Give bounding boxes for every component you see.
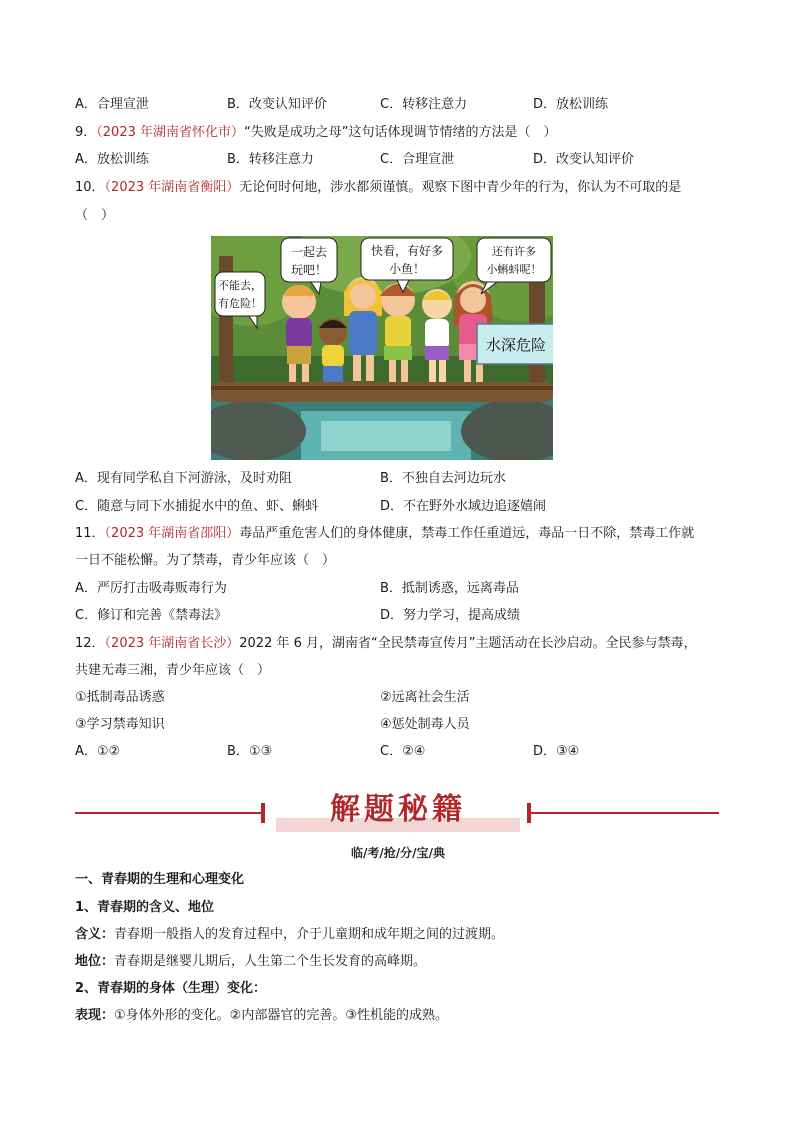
q9-stem-line (75, 124, 556, 142)
danger-sign-text: 水深危险 (485, 336, 547, 354)
q9-option-d: D．改变认知评价 (533, 152, 635, 167)
q12-stem: 2022 年 6 月，湖南省“全民禁毒宣传月”主题活动在长沙启动。全民参与禁毒， (239, 636, 697, 651)
q11-source: （2023 年湖南省邵阳） (104, 526, 240, 541)
bubble-1-line-2: 有危险！ (218, 297, 262, 310)
q12-stem-line (75, 635, 697, 653)
bubble-4-line-2: 小蝌蚪呢！ (486, 263, 542, 276)
banner-title: 解题秘籍 (330, 792, 466, 827)
bubble-4-line-1: 还有许多 (492, 245, 536, 258)
notes-heading-3: 2、青春期的身体（生理）变化： (75, 981, 267, 996)
q10-stem: 无论何时何地，涉水都须谨慎。观察下图中青少年的行为，你认为不可取的是 (239, 180, 682, 195)
bubble-3-line-2: 小鱼！ (388, 262, 426, 276)
q10-option-a: A．现有同学私自下河游泳，及时劝阻 (75, 471, 292, 486)
definition-label: 含义： (75, 927, 115, 942)
q10-stem-line (75, 179, 681, 197)
q12-option-d: D．③④ (533, 744, 580, 759)
q12-stem-continuation: 共建无毒三湘，青少年应该（ ） (75, 663, 271, 678)
q10-source: （2023 年湖南省衡阳） (104, 180, 240, 195)
position-line (75, 953, 426, 971)
banner-rule-right (531, 812, 719, 814)
performance-line (75, 1007, 448, 1025)
bubble-1-line-1: 不能去， (218, 279, 262, 292)
q9-option-a: A．放松训练 (75, 152, 149, 167)
q10-stem-continuation: （ ） (75, 208, 115, 223)
q12-number: 12． (75, 636, 105, 651)
banner-subtitle: 临/考/抢/分/宝/典 (351, 846, 445, 860)
q8-option-b: B．改变认知评价 (227, 97, 327, 112)
q12-option-a: A．①② (75, 744, 121, 759)
q9-option-c: C．合理宣泄 (380, 152, 455, 167)
bubble-3-line-1: 快看，有好多 (370, 244, 444, 258)
notes-heading-1: 一、青春期的生理和心理变化 (75, 872, 245, 887)
q11-stem-line (75, 525, 694, 543)
q12-statement-4: ④惩处制毒人员 (380, 717, 470, 732)
performance-label: 表现： (75, 1008, 115, 1023)
position-label: 地位： (75, 954, 115, 969)
definition-text: 青春期一般指人的发育过程中，介于儿童期和成年期之间的过渡期。 (114, 927, 505, 942)
q12-statement-2: ②远离社会生活 (380, 690, 470, 705)
q12-statement-3: ③学习禁毒知识 (75, 717, 165, 732)
q11-option-c: C．修订和完善《禁毒法》 (75, 608, 228, 623)
q11-number: 11． (75, 526, 105, 541)
q11-stem: 毒品严重危害人们的身体健康，禁毒工作任重道远，毒品一日不除，禁毒工作就 (239, 526, 695, 541)
q12-option-b: B．①③ (227, 744, 273, 759)
bubble-2-line-2: 玩吧！ (290, 263, 328, 277)
q9-stem: “失败是成功之母”这句话体现调节情绪的方法是（ ） (244, 125, 557, 140)
q11-option-a: A．严厉打击吸毒贩毒行为 (75, 581, 227, 596)
q10-number: 10． (75, 180, 105, 195)
banner-rule-left (75, 812, 261, 814)
q11-option-d: D．努力学习，提高成绩 (380, 608, 521, 623)
q10-option-c: C．随意与同下水捕捉水中的鱼、虾、蝌蚪 (75, 499, 319, 514)
q9-number: 9． (75, 125, 97, 140)
q10-option-d: D．不在野外水域边追逐嬉闹 (380, 499, 547, 514)
definition-line (75, 926, 504, 944)
q12-statement-1: ①抵制毒品诱惑 (75, 690, 165, 705)
q8-option-a: A．合理宣泄 (75, 97, 149, 112)
water-safety-illustration (211, 236, 553, 460)
bubble-2-line-1: 一起去 (290, 245, 328, 259)
q12-source: （2023 年湖南省长沙） (104, 636, 240, 651)
performance-text: ①身体外形的变化。②内部器官的完善。③性机能的成熟。 (114, 1008, 448, 1023)
q8-option-d: D．放松训练 (533, 97, 609, 112)
q11-option-b: B．抵制诱惑，远离毒品 (380, 581, 519, 596)
q8-option-c: C．转移注意力 (380, 97, 468, 112)
q10-option-b: B．不独自去河边玩水 (380, 471, 506, 486)
position-text: 青春期是继婴儿期后，人生第二个生长发育的高峰期。 (114, 954, 427, 969)
q9-source: （2023 年湖南省怀化市） (96, 125, 244, 140)
q12-option-c: C．②④ (380, 744, 426, 759)
q11-stem-continuation: 一日不能松懈。为了禁毒，青少年应该（ ） (75, 553, 336, 568)
q9-option-b: B．转移注意力 (227, 152, 314, 167)
banner-bar-left (261, 803, 265, 823)
notes-heading-2: 1、青春期的含义、地位 (75, 900, 215, 915)
